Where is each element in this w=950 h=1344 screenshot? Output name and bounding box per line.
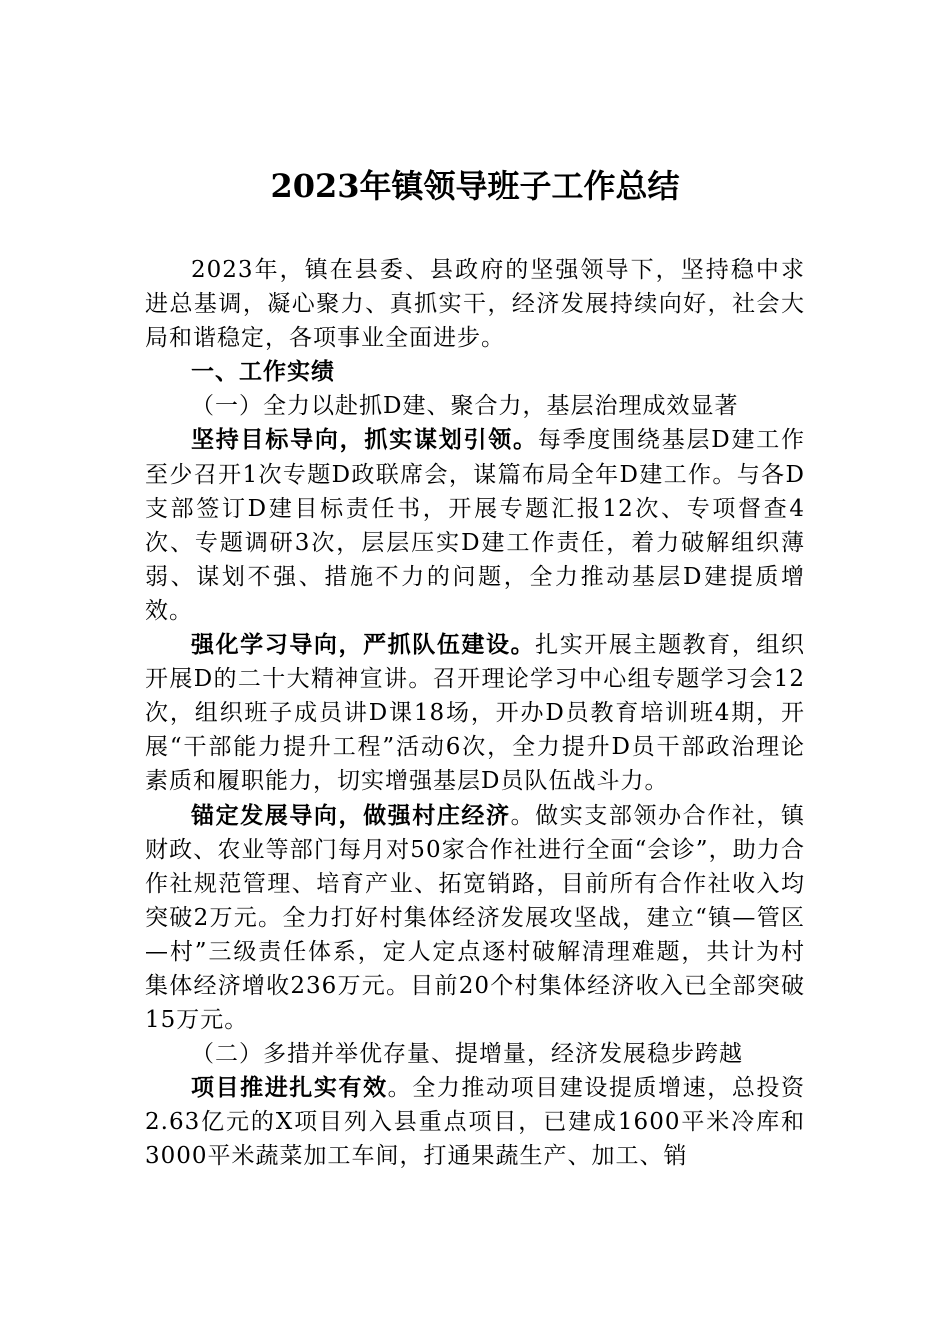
document-body <box>145 253 805 1174</box>
paragraph-4-lead: 项目推进扎实有效 <box>191 1074 388 1102</box>
paragraph-1-text: 每季度围绕基层D建工作至少召开1次专题D政联席会，谋篇布局全年D建工作。与各D支部签订D建目标责任书，开展专题汇报12次、专项督查4次、专题调研3次，层层压实D建工作责任，着力破解组织薄弱、谋划不强、措施不力的问题，全力推动基层D建提质增效。 <box>145 427 805 624</box>
paragraph-2-text: 扎实开展主题教育，组织开展D的二十大精神宣讲。召开理论学习中心组专题学习会12次，组织班子成员讲D课18场，开办D员教育培训班4期，开展“干部能力提升工程”活动6次，全力提升D员干部政治理论素质和履职能力，切实增强基层D员队伍战斗力。 <box>145 632 806 795</box>
paragraph-2 <box>145 628 805 798</box>
section-heading-1: 一、工作实绩 <box>191 358 335 386</box>
paragraph-4 <box>145 1071 805 1173</box>
subsection-heading-1: （一）全力以赴抓D建、聚合力，基层治理成效显著 <box>191 393 739 420</box>
subsection-heading-2: （二）多措并举优存量、提增量，经济发展稳步跨越 <box>191 1041 743 1068</box>
intro-paragraph: 2023年，镇在县委、县政府的坚强领导下，坚持稳中求进总基调，凝心聚力、真抓实干，经济发展持续向好，社会大局和谐稳定，各项事业全面进步。 <box>145 257 805 352</box>
paragraph-2-lead: 强化学习导向，严抓队伍建设。 <box>191 631 536 659</box>
paragraph-3 <box>145 799 805 1038</box>
document-title: 2023年镇领导班子工作总结 <box>270 167 680 205</box>
paragraph-3-text: 。做实支部领办合作社，镇财政、农业等部门每月对50家合作社进行全面“会诊”，助力合作社规范管理、培育产业、拓宽销路，目前所有合作社收入均突破2万元。全力打好村集体经济发展攻坚战，建立“镇—管区—村”三级责任体系，定人定点逐村破解清理难题，共计为村集体经济增收236万元。目前20个村集体经济收入已全部突破15万元。 <box>145 802 806 1034</box>
paragraph-1 <box>145 423 805 628</box>
paragraph-3-lead: 锚定发展导向，做强村庄经济 <box>191 801 511 829</box>
paragraph-1-lead: 坚持目标导向，抓实谋划引领。 <box>191 426 538 454</box>
paragraph-4-text: 。全力推动项目建设提质增速，总投资2.63亿元的X项目列入县重点项目，已建成1600平米冷库和3000平米蔬菜加工车间，打通果蔬生产、加工、销 <box>145 1075 806 1170</box>
